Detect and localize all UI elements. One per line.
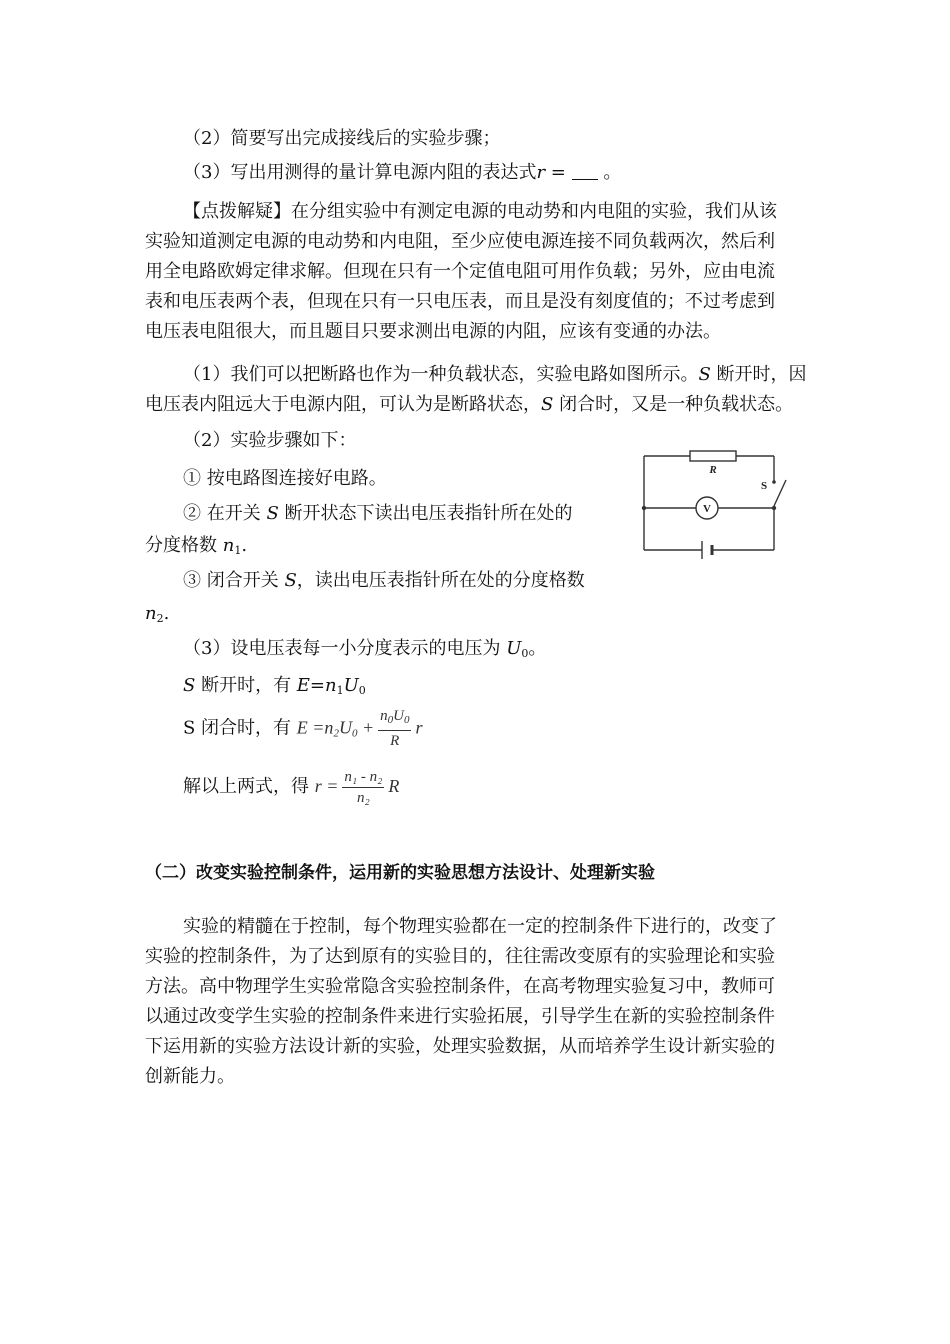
resistor [690,451,736,461]
tip-line-3: 用全电路欧姆定律求解。但现在只有一个定值电阻可用作负载；另外，应由电流 [145,261,775,282]
paragraph-line-4: 以通过改变学生实验的控制条件来进行实验拓展，引导学生在新的实验控制条件 [145,1006,775,1027]
switch-blade [774,480,786,506]
equation-open: S 断开时，有 $E=n_1U_0$ [183,675,366,697]
paragraph-line-3: 方法。高中物理学生实验常隐含实验控制条件，在高考物理实验复习中，教师可 [145,976,775,997]
point-3: （3）设电压表每一小分度表示的电压为 $U_0$。 [183,638,547,660]
tip-label: 【点拨解疑】 [183,201,291,222]
section-heading: （二）改变实验控制条件，运用新的实验思想方法设计、处理新实验 [145,863,655,883]
equation-closed: S 闭合时，有 $E =n_2U_0$ + $\frac{n_0U_0}{R}$ r [183,708,423,749]
voltmeter-label: V [703,503,711,515]
step-1: ① 按电路图连接好电路。 [183,468,387,489]
tip-line-4: 表和电压表两个表，但现在只有一只电压表，而且是没有刻度值的；不过考虑到 [145,291,775,312]
paragraph-line-5: 下运用新的实验方法设计新的实验，处理实验数据，从而培养学生设计新实验的 [145,1036,775,1057]
question-2: （2）简要写出完成接线后的实验步骤； [183,128,501,149]
switch-label: S [760,480,768,492]
point-1-line-2: 电压表内阻远大于电源内阻，可认为是断路状态，S 闭合时，又是一种负载状态。 [145,394,794,415]
tip-line-5: 电压表电阻很大，而且题目只要求测出电源的内阻，应该有变通的办法。 [145,321,721,342]
resistor-label: R [709,464,717,476]
paragraph-line-6: 创新能力。 [145,1066,235,1087]
question-3: （3）写出用测得的量计算电源内阻的表达式r = 。 [183,162,622,183]
battery-symbol [702,541,712,559]
paragraph-line-1: 实验的精髓在于控制，每个物理实验都在一定的控制条件下进行的，改变了 [183,916,777,937]
answer-blank [572,165,598,180]
point-2: （2）实验步骤如下： [183,430,357,451]
junction-left [642,506,646,510]
step-3-line-2: $n_2$. [145,603,170,625]
paragraph-line-2: 实验的控制条件，为了达到原有的实验目的，往往需改变原有的实验理论和实验 [145,946,775,967]
result-fraction: $\frac{\text{n₁ - n₂}}{\text{n₂}}$ [344,768,383,806]
tip-line-2: 实验知道测定电源的电动势和内电阻，至少应使电源连接不同负载两次，然后利 [145,231,775,252]
junction-right [772,506,776,510]
equation-result: 解以上两式，得 r = $\frac{\text{n₁ - n₂}}{\text{n₂}}$ R [183,768,400,806]
step-2-line-2: 分度格数 $n_1$. [145,535,248,557]
switch-contact [772,480,776,484]
point-1-line-1: （1）我们可以把断路也作为一种负载状态，实验电路如图所示。S 断开时，因 [183,364,807,385]
step-3-line-1: ③ 闭合开关 S，读出电压表指针所在处的分度格数 [183,570,585,591]
circuit-diagram [636,444,798,562]
step-2-line-1: ② 在开关 S 断开状态下读出电压表指针所在处的 [183,503,573,524]
equation-fraction: $\frac{n_0U_0}{R}$ [380,708,410,749]
tip-line-1: 【点拨解疑】在分组实验中有测定电源的电动势和内电阻的实验，我们从该 [183,201,777,222]
